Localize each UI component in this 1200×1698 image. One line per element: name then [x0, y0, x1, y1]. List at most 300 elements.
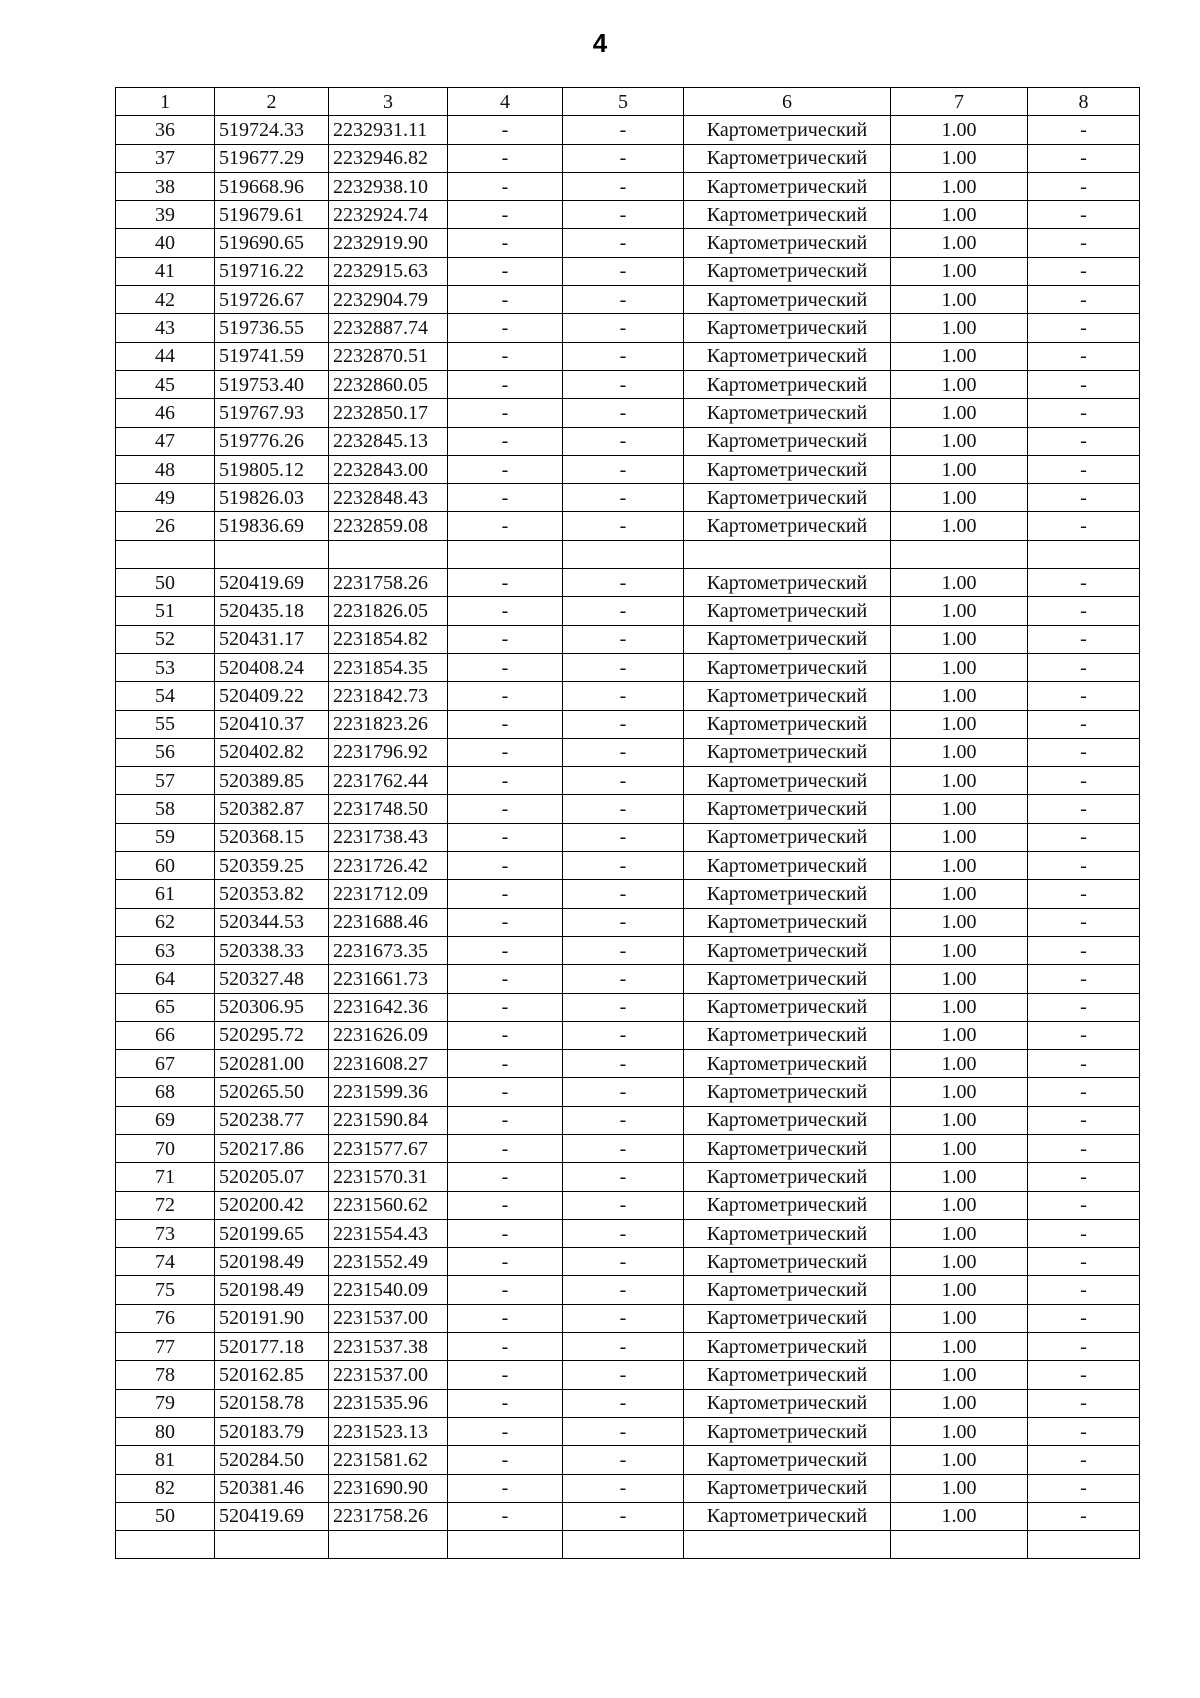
y-coordinate-cell: 2232850.17 — [329, 399, 448, 427]
point-number-cell: 45 — [116, 370, 215, 398]
table-row — [116, 852, 1140, 880]
accuracy-cell: 1.00 — [891, 399, 1028, 427]
table-header-row — [116, 88, 1140, 116]
col-8-cell: - — [1028, 314, 1140, 342]
table-row — [116, 1333, 1140, 1361]
table-row — [116, 512, 1140, 540]
y-coordinate-cell: 2232870.51 — [329, 342, 448, 370]
col-4-cell: - — [448, 229, 563, 257]
method-cell: Картометрический — [684, 1106, 891, 1134]
table-row — [116, 484, 1140, 512]
table-row — [116, 767, 1140, 795]
method-cell: Картометрический — [684, 993, 891, 1021]
point-number-cell: 72 — [116, 1191, 215, 1219]
col-5-cell: - — [563, 427, 684, 455]
point-number-cell: 63 — [116, 936, 215, 964]
col-4-cell: - — [448, 880, 563, 908]
col-5-cell: - — [563, 936, 684, 964]
x-coordinate-cell: 520158.78 — [215, 1389, 329, 1417]
col-5-cell: - — [563, 625, 684, 653]
col-8-cell: - — [1028, 767, 1140, 795]
method-cell: Картометрический — [684, 1276, 891, 1304]
point-number-cell: 66 — [116, 1021, 215, 1049]
method-cell: Картометрический — [684, 370, 891, 398]
x-coordinate-cell: 519836.69 — [215, 512, 329, 540]
x-coordinate-cell: 519776.26 — [215, 427, 329, 455]
x-coordinate-cell: 520389.85 — [215, 767, 329, 795]
col-5-cell: - — [563, 1417, 684, 1445]
x-coordinate-cell: 520199.65 — [215, 1219, 329, 1247]
col-5-cell: - — [563, 1134, 684, 1162]
col-8-cell: - — [1028, 1191, 1140, 1219]
x-coordinate-cell: 520198.49 — [215, 1248, 329, 1276]
x-coordinate-cell: 519826.03 — [215, 484, 329, 512]
point-number-cell: 37 — [116, 144, 215, 172]
x-coordinate-cell: 519690.65 — [215, 229, 329, 257]
point-number-cell: 76 — [116, 1304, 215, 1332]
method-cell: Картометрический — [684, 597, 891, 625]
col-5-cell: - — [563, 1219, 684, 1247]
table-row — [116, 1219, 1140, 1247]
x-coordinate-cell: 520408.24 — [215, 653, 329, 681]
col-8-cell: - — [1028, 1050, 1140, 1078]
method-cell: Картометрический — [684, 1021, 891, 1049]
point-number-cell: 57 — [116, 767, 215, 795]
table-row — [116, 1417, 1140, 1445]
x-coordinate-cell: 520295.72 — [215, 1021, 329, 1049]
accuracy-cell: 1.00 — [891, 512, 1028, 540]
y-coordinate-cell — [329, 540, 448, 568]
table-row — [116, 455, 1140, 483]
accuracy-cell — [891, 540, 1028, 568]
accuracy-cell: 1.00 — [891, 852, 1028, 880]
col-8-cell: - — [1028, 455, 1140, 483]
method-cell: Картометрический — [684, 257, 891, 285]
x-coordinate-cell: 519736.55 — [215, 314, 329, 342]
method-cell — [684, 1531, 891, 1559]
accuracy-cell: 1.00 — [891, 682, 1028, 710]
method-cell: Картометрический — [684, 569, 891, 597]
method-cell: Картометрический — [684, 625, 891, 653]
method-cell: Картометрический — [684, 342, 891, 370]
header-cell: 5 — [563, 88, 684, 116]
col-4-cell — [448, 540, 563, 568]
header-cell: 4 — [448, 88, 563, 116]
table-row — [116, 257, 1140, 285]
accuracy-cell: 1.00 — [891, 1417, 1028, 1445]
col-8-cell: - — [1028, 512, 1140, 540]
point-number-cell: 78 — [116, 1361, 215, 1389]
table-row — [116, 682, 1140, 710]
col-8-cell: - — [1028, 1333, 1140, 1361]
table-row — [116, 710, 1140, 738]
x-coordinate-cell — [215, 1531, 329, 1559]
accuracy-cell: 1.00 — [891, 1163, 1028, 1191]
method-cell: Картометрический — [684, 823, 891, 851]
point-number-cell: 40 — [116, 229, 215, 257]
y-coordinate-cell: 2232938.10 — [329, 172, 448, 200]
table-row — [116, 1021, 1140, 1049]
y-coordinate-cell: 2231590.84 — [329, 1106, 448, 1134]
y-coordinate-cell: 2232887.74 — [329, 314, 448, 342]
accuracy-cell: 1.00 — [891, 342, 1028, 370]
col-8-cell: - — [1028, 625, 1140, 653]
col-5-cell: - — [563, 314, 684, 342]
accuracy-cell: 1.00 — [891, 1021, 1028, 1049]
table-row — [116, 1446, 1140, 1474]
method-cell: Картометрический — [684, 1417, 891, 1445]
col-5-cell: - — [563, 1361, 684, 1389]
table-row — [116, 1389, 1140, 1417]
x-coordinate-cell: 520200.42 — [215, 1191, 329, 1219]
col-5-cell: - — [563, 1304, 684, 1332]
x-coordinate-cell: 520410.37 — [215, 710, 329, 738]
col-5-cell: - — [563, 1106, 684, 1134]
x-coordinate-cell: 520306.95 — [215, 993, 329, 1021]
point-number-cell: 47 — [116, 427, 215, 455]
method-cell: Картометрический — [684, 710, 891, 738]
accuracy-cell: 1.00 — [891, 936, 1028, 964]
table-row — [116, 1050, 1140, 1078]
col-8-cell: - — [1028, 1021, 1140, 1049]
point-number-cell: 39 — [116, 201, 215, 229]
header-cell: 3 — [329, 88, 448, 116]
coordinates-table — [115, 87, 1140, 1559]
accuracy-cell: 1.00 — [891, 908, 1028, 936]
table-row — [116, 172, 1140, 200]
x-coordinate-cell: 520265.50 — [215, 1078, 329, 1106]
table-row — [116, 795, 1140, 823]
point-number-cell: 43 — [116, 314, 215, 342]
col-8-cell: - — [1028, 936, 1140, 964]
x-coordinate-cell: 520381.46 — [215, 1474, 329, 1502]
point-number-cell: 67 — [116, 1050, 215, 1078]
col-4-cell: - — [448, 455, 563, 483]
table-row — [116, 1191, 1140, 1219]
col-4-cell: - — [448, 1163, 563, 1191]
page-number: 4 — [592, 28, 608, 58]
col-8-cell: - — [1028, 965, 1140, 993]
x-coordinate-cell: 519741.59 — [215, 342, 329, 370]
point-number-cell: 55 — [116, 710, 215, 738]
x-coordinate-cell: 520353.82 — [215, 880, 329, 908]
col-4-cell: - — [448, 257, 563, 285]
col-4-cell: - — [448, 569, 563, 597]
y-coordinate-cell: 2232860.05 — [329, 370, 448, 398]
y-coordinate-cell: 2231712.09 — [329, 880, 448, 908]
x-coordinate-cell: 519677.29 — [215, 144, 329, 172]
col-8-cell: - — [1028, 1078, 1140, 1106]
col-4-cell: - — [448, 484, 563, 512]
table-row — [116, 1531, 1140, 1559]
accuracy-cell: 1.00 — [891, 710, 1028, 738]
method-cell: Картометрический — [684, 1191, 891, 1219]
header-cell: 7 — [891, 88, 1028, 116]
point-number-cell: 50 — [116, 569, 215, 597]
col-8-cell: - — [1028, 710, 1140, 738]
x-coordinate-cell: 519726.67 — [215, 286, 329, 314]
col-4-cell: - — [448, 370, 563, 398]
point-number-cell: 80 — [116, 1417, 215, 1445]
col-5-cell: - — [563, 484, 684, 512]
x-coordinate-cell: 520402.82 — [215, 738, 329, 766]
col-5-cell: - — [563, 1333, 684, 1361]
col-8-cell: - — [1028, 399, 1140, 427]
accuracy-cell: 1.00 — [891, 229, 1028, 257]
col-8-cell: - — [1028, 484, 1140, 512]
point-number-cell: 59 — [116, 823, 215, 851]
y-coordinate-cell: 2231748.50 — [329, 795, 448, 823]
y-coordinate-cell: 2231726.42 — [329, 852, 448, 880]
accuracy-cell: 1.00 — [891, 455, 1028, 483]
col-8-cell: - — [1028, 1163, 1140, 1191]
method-cell: Картометрический — [684, 1333, 891, 1361]
method-cell: Картометрический — [684, 880, 891, 908]
point-number-cell: 50 — [116, 1502, 215, 1530]
col-4-cell: - — [448, 965, 563, 993]
method-cell: Картометрический — [684, 1078, 891, 1106]
col-4-cell: - — [448, 342, 563, 370]
col-8-cell: - — [1028, 172, 1140, 200]
method-cell: Картометрический — [684, 936, 891, 964]
method-cell: Картометрический — [684, 1304, 891, 1332]
method-cell: Картометрический — [684, 1361, 891, 1389]
x-coordinate-cell: 520359.25 — [215, 852, 329, 880]
col-5-cell: - — [563, 880, 684, 908]
method-cell: Картометрический — [684, 427, 891, 455]
method-cell: Картометрический — [684, 908, 891, 936]
x-coordinate-cell: 519724.33 — [215, 116, 329, 144]
accuracy-cell: 1.00 — [891, 286, 1028, 314]
method-cell: Картометрический — [684, 229, 891, 257]
x-coordinate-cell: 520431.17 — [215, 625, 329, 653]
col-5-cell: - — [563, 370, 684, 398]
table-row — [116, 1474, 1140, 1502]
method-cell: Картометрический — [684, 484, 891, 512]
method-cell: Картометрический — [684, 653, 891, 681]
x-coordinate-cell: 519753.40 — [215, 370, 329, 398]
method-cell: Картометрический — [684, 455, 891, 483]
col-5-cell — [563, 540, 684, 568]
y-coordinate-cell: 2231537.00 — [329, 1361, 448, 1389]
col-5-cell: - — [563, 1276, 684, 1304]
col-4-cell: - — [448, 597, 563, 625]
col-8-cell: - — [1028, 1276, 1140, 1304]
accuracy-cell: 1.00 — [891, 172, 1028, 200]
point-number-cell: 53 — [116, 653, 215, 681]
col-5-cell: - — [563, 738, 684, 766]
col-5-cell: - — [563, 993, 684, 1021]
x-coordinate-cell: 520327.48 — [215, 965, 329, 993]
x-coordinate-cell: 520338.33 — [215, 936, 329, 964]
y-coordinate-cell: 2232919.90 — [329, 229, 448, 257]
point-number-cell: 42 — [116, 286, 215, 314]
col-4-cell: - — [448, 1134, 563, 1162]
col-5-cell: - — [563, 144, 684, 172]
accuracy-cell: 1.00 — [891, 1219, 1028, 1247]
col-8-cell: - — [1028, 1502, 1140, 1530]
x-coordinate-cell: 520162.85 — [215, 1361, 329, 1389]
accuracy-cell: 1.00 — [891, 795, 1028, 823]
point-number-cell: 79 — [116, 1389, 215, 1417]
col-8-cell: - — [1028, 427, 1140, 455]
point-number-cell: 73 — [116, 1219, 215, 1247]
y-coordinate-cell: 2231762.44 — [329, 767, 448, 795]
method-cell — [684, 540, 891, 568]
table-row — [116, 314, 1140, 342]
col-4-cell: - — [448, 682, 563, 710]
col-4-cell: - — [448, 1276, 563, 1304]
col-8-cell — [1028, 540, 1140, 568]
col-4-cell: - — [448, 625, 563, 653]
col-4-cell: - — [448, 993, 563, 1021]
col-5-cell: - — [563, 1446, 684, 1474]
col-4-cell: - — [448, 427, 563, 455]
point-number-cell: 51 — [116, 597, 215, 625]
col-8-cell: - — [1028, 229, 1140, 257]
y-coordinate-cell: 2231688.46 — [329, 908, 448, 936]
col-8-cell: - — [1028, 1134, 1140, 1162]
point-number-cell: 65 — [116, 993, 215, 1021]
accuracy-cell: 1.00 — [891, 1248, 1028, 1276]
col-5-cell: - — [563, 172, 684, 200]
col-5-cell: - — [563, 823, 684, 851]
x-coordinate-cell: 520409.22 — [215, 682, 329, 710]
y-coordinate-cell: 2231535.96 — [329, 1389, 448, 1417]
x-coordinate-cell: 520205.07 — [215, 1163, 329, 1191]
col-5-cell: - — [563, 597, 684, 625]
col-5-cell: - — [563, 1191, 684, 1219]
point-number-cell: 60 — [116, 852, 215, 880]
method-cell: Картометрический — [684, 1389, 891, 1417]
x-coordinate-cell: 520217.86 — [215, 1134, 329, 1162]
y-coordinate-cell: 2232931.11 — [329, 116, 448, 144]
x-coordinate-cell: 520191.90 — [215, 1304, 329, 1332]
y-coordinate-cell: 2231642.36 — [329, 993, 448, 1021]
y-coordinate-cell — [329, 1531, 448, 1559]
accuracy-cell: 1.00 — [891, 823, 1028, 851]
col-5-cell: - — [563, 399, 684, 427]
col-4-cell: - — [448, 314, 563, 342]
method-cell: Картометрический — [684, 1446, 891, 1474]
table-row — [116, 1361, 1140, 1389]
col-4-cell: - — [448, 908, 563, 936]
col-8-cell: - — [1028, 908, 1140, 936]
y-coordinate-cell: 2232848.43 — [329, 484, 448, 512]
col-5-cell: - — [563, 1474, 684, 1502]
y-coordinate-cell: 2231554.43 — [329, 1219, 448, 1247]
y-coordinate-cell: 2231570.31 — [329, 1163, 448, 1191]
point-number-cell: 26 — [116, 512, 215, 540]
table-row — [116, 1502, 1140, 1530]
y-coordinate-cell: 2231673.35 — [329, 936, 448, 964]
method-cell: Картометрический — [684, 201, 891, 229]
col-5-cell: - — [563, 767, 684, 795]
table-row — [116, 993, 1140, 1021]
header-cell: 8 — [1028, 88, 1140, 116]
point-number-cell: 70 — [116, 1134, 215, 1162]
y-coordinate-cell: 2231854.82 — [329, 625, 448, 653]
y-coordinate-cell: 2231854.35 — [329, 653, 448, 681]
col-4-cell: - — [448, 1248, 563, 1276]
x-coordinate-cell: 520183.79 — [215, 1417, 329, 1445]
accuracy-cell: 1.00 — [891, 1276, 1028, 1304]
x-coordinate-cell: 520419.69 — [215, 569, 329, 597]
accuracy-cell: 1.00 — [891, 314, 1028, 342]
table-row — [116, 540, 1140, 568]
col-8-cell: - — [1028, 342, 1140, 370]
col-4-cell: - — [448, 1050, 563, 1078]
x-coordinate-cell: 520344.53 — [215, 908, 329, 936]
point-number-cell: 44 — [116, 342, 215, 370]
method-cell: Картометрический — [684, 1134, 891, 1162]
table-row — [116, 1163, 1140, 1191]
accuracy-cell: 1.00 — [891, 767, 1028, 795]
table-row — [116, 653, 1140, 681]
accuracy-cell: 1.00 — [891, 201, 1028, 229]
table-row — [116, 1248, 1140, 1276]
method-cell: Картометрический — [684, 767, 891, 795]
col-8-cell: - — [1028, 1446, 1140, 1474]
col-5-cell: - — [563, 1021, 684, 1049]
point-number-cell: 61 — [116, 880, 215, 908]
y-coordinate-cell: 2231826.05 — [329, 597, 448, 625]
accuracy-cell: 1.00 — [891, 653, 1028, 681]
col-8-cell: - — [1028, 1219, 1140, 1247]
table-row — [116, 908, 1140, 936]
col-8-cell: - — [1028, 738, 1140, 766]
y-coordinate-cell: 2231537.38 — [329, 1333, 448, 1361]
accuracy-cell: 1.00 — [891, 1191, 1028, 1219]
point-number-cell: 74 — [116, 1248, 215, 1276]
col-4-cell: - — [448, 1219, 563, 1247]
y-coordinate-cell: 2231823.26 — [329, 710, 448, 738]
accuracy-cell: 1.00 — [891, 1474, 1028, 1502]
point-number-cell: 41 — [116, 257, 215, 285]
accuracy-cell: 1.00 — [891, 965, 1028, 993]
col-5-cell: - — [563, 342, 684, 370]
accuracy-cell: 1.00 — [891, 1106, 1028, 1134]
x-coordinate-cell: 519668.96 — [215, 172, 329, 200]
col-4-cell: - — [448, 1446, 563, 1474]
col-4-cell: - — [448, 1474, 563, 1502]
col-5-cell: - — [563, 682, 684, 710]
table-row — [116, 370, 1140, 398]
col-4-cell: - — [448, 1304, 563, 1332]
point-number-cell: 49 — [116, 484, 215, 512]
col-8-cell: - — [1028, 795, 1140, 823]
y-coordinate-cell: 2231599.36 — [329, 1078, 448, 1106]
col-8-cell: - — [1028, 1389, 1140, 1417]
y-coordinate-cell: 2231552.49 — [329, 1248, 448, 1276]
col-5-cell: - — [563, 908, 684, 936]
col-5-cell: - — [563, 965, 684, 993]
col-5-cell: - — [563, 455, 684, 483]
y-coordinate-cell: 2231738.43 — [329, 823, 448, 851]
method-cell: Картометрический — [684, 399, 891, 427]
x-coordinate-cell: 519767.93 — [215, 399, 329, 427]
col-4-cell: - — [448, 1333, 563, 1361]
y-coordinate-cell: 2232843.00 — [329, 455, 448, 483]
y-coordinate-cell: 2232946.82 — [329, 144, 448, 172]
table-row — [116, 342, 1140, 370]
col-4-cell: - — [448, 1502, 563, 1530]
col-5-cell — [563, 1531, 684, 1559]
accuracy-cell: 1.00 — [891, 1502, 1028, 1530]
table-row — [116, 116, 1140, 144]
y-coordinate-cell: 2232904.79 — [329, 286, 448, 314]
method-cell: Картометрический — [684, 314, 891, 342]
